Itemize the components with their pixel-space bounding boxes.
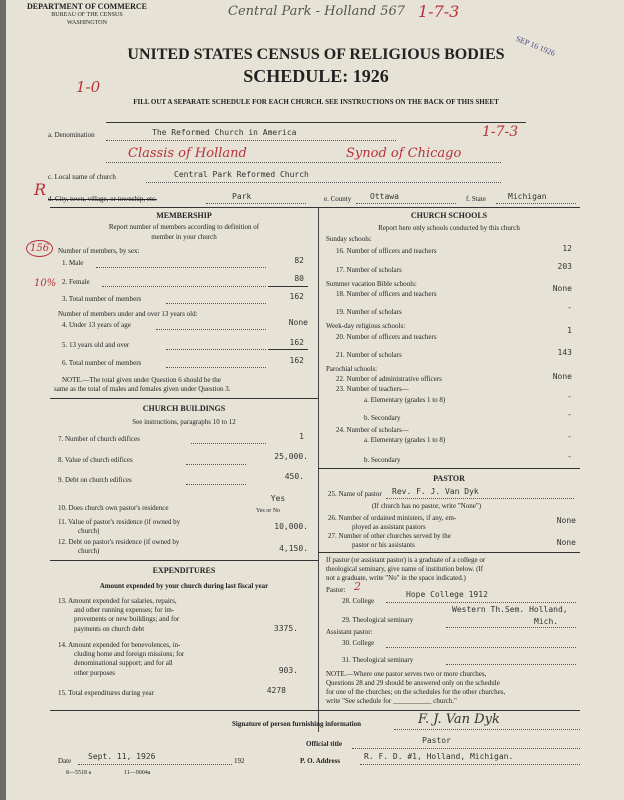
q29-label: 29. Theological seminary xyxy=(342,616,414,624)
q14-label-4: other purposes xyxy=(74,669,116,677)
grad-text-3: not a graduate, write "No" in the space indicated.) xyxy=(326,574,466,582)
q20-label: 20. Number of officers and teachers xyxy=(336,333,437,341)
place-line xyxy=(206,203,306,204)
q23b-label: b. Secondary xyxy=(364,414,401,422)
q26-label-2: ployed as assistant pastors xyxy=(352,523,426,531)
schools-bottom-rule xyxy=(318,468,580,469)
q17-label: 17. Number of scholars xyxy=(336,266,402,274)
pastor-note-1: NOTE.—Where one pastor serves two or more churches, xyxy=(326,670,487,678)
address-line xyxy=(360,764,580,765)
q23a-value: - xyxy=(567,392,572,401)
q6-label: 6. Total number of members xyxy=(62,359,142,367)
q27-value: None xyxy=(556,538,576,547)
q8-label: 8. Value of church edifices xyxy=(58,456,133,464)
q8-value: 25,000. xyxy=(274,452,308,461)
membership-heading: MEMBERSHIP xyxy=(156,211,212,220)
church-value: Central Park Reformed Church xyxy=(174,170,309,179)
pastor-label: Pastor: xyxy=(326,586,346,594)
q2-value: 80 xyxy=(294,274,304,283)
q25-value: Rev. F. J. Van Dyk xyxy=(392,487,479,496)
q1-label: 1. Male xyxy=(62,259,84,267)
q9-label: 9. Debt on church edifices xyxy=(58,476,132,484)
q31-label: 31. Theological seminary xyxy=(342,656,414,664)
q19-label: 19. Number of scholars xyxy=(336,308,402,316)
grad-top-rule xyxy=(318,552,580,553)
pastor-mark: 2 xyxy=(354,580,361,593)
title-label: Official title xyxy=(306,740,342,748)
q18-label: 18. Number of officers and teachers xyxy=(336,290,437,298)
q4-value: None xyxy=(288,318,308,327)
q10-value: Yes xyxy=(270,494,286,503)
form-code-1: 8—5518 a xyxy=(66,770,92,776)
q7-value: 1 xyxy=(299,432,304,441)
q4-label: 4. Under 13 years of age xyxy=(62,321,131,329)
schedule-title: SCHEDULE: 1926 xyxy=(243,66,389,86)
age-heading: Number of members under and over 13 years old: xyxy=(58,310,198,318)
q24b-label: b. Secondary xyxy=(364,456,401,464)
membership-intro-2: member in your church xyxy=(151,233,217,241)
q5-label: 5. 13 years old and over xyxy=(62,341,130,349)
address-label: P. O. Address xyxy=(300,757,341,765)
q6-value: 162 xyxy=(289,356,304,365)
q25-line xyxy=(386,498,574,499)
q14-value: 903. xyxy=(278,666,298,675)
pastor-heading: PASTOR xyxy=(433,474,465,483)
form-title: UNITED STATES CENSUS OF RELIGIOUS BODIES xyxy=(127,46,505,63)
denomination-line xyxy=(106,140,396,141)
by-sex-label: Number of members, by sex: xyxy=(58,247,140,255)
q21-value: 143 xyxy=(557,348,572,357)
q23b-value: - xyxy=(567,410,572,419)
q3-line xyxy=(166,303,266,304)
instruction-line: FILL OUT A SEPARATE SCHEDULE FOR EACH CHURCH. SEE INSTRUCTIONS ON THE BACK OF THIS SHEET xyxy=(133,98,499,106)
q12-label-1: 12. Debt on pastor's residence (if owned by xyxy=(58,538,180,546)
q27-label-1: 27. Number of other churches served by the xyxy=(328,532,451,540)
q8-line xyxy=(186,464,246,465)
signature-label: Signature of person furnishing information xyxy=(232,720,361,728)
q16-label: 16. Number of officers and teachers xyxy=(336,247,437,255)
census-schedule-sheet xyxy=(6,0,624,800)
received-stamp: SEP 16 1926 xyxy=(514,34,557,58)
county-line xyxy=(356,203,456,204)
column-divider xyxy=(318,207,319,732)
r-mark: R xyxy=(34,180,47,199)
q3-label: 3. Total number of members xyxy=(62,295,142,303)
q15-value: 4278 xyxy=(266,686,286,695)
columns-top-rule xyxy=(50,207,580,208)
q7-label: 7. Number of church edifices xyxy=(58,435,140,443)
schools-sub: Report here only schools conducted by this church xyxy=(378,224,520,232)
q21-label: 21. Number of scholars xyxy=(336,351,402,359)
grad-text-2: theological seminary, give name of institution below. (If xyxy=(326,565,484,573)
b-line xyxy=(106,162,501,163)
form-code-2: 11—9004a xyxy=(124,770,151,776)
q31-line xyxy=(446,664,576,665)
pastor-note-2: Questions 28 and 29 should be answered only on the schedule xyxy=(326,679,500,687)
q15-label: 15. Total expenditures during year xyxy=(58,689,154,697)
parochial-label: Parochial schools: xyxy=(326,365,378,373)
membership-bottom-rule xyxy=(50,398,318,399)
pastor-note-3: for one of the churches; on the schedules for the other churches, xyxy=(326,688,506,696)
title-value: Pastor xyxy=(422,736,451,745)
q29-line xyxy=(446,627,576,628)
q30-label: 30. College xyxy=(342,639,375,647)
synod-handwriting: Synod of Chicago xyxy=(346,146,462,161)
q12-value: 4,150. xyxy=(279,544,308,553)
q22-value: None xyxy=(552,372,572,381)
q3-value: 162 xyxy=(289,292,304,301)
schools-heading: CHURCH SCHOOLS xyxy=(410,211,488,220)
q28-value: Hope College 1912 xyxy=(406,590,488,599)
state-line xyxy=(496,203,576,204)
expenditures-sub: Amount expended by your church during last fiscal year xyxy=(99,582,269,590)
denomination-value: The Reformed Church in America xyxy=(152,128,297,137)
bureau-label: BUREAU OF THE CENSUS xyxy=(51,12,123,18)
summer-label: Summer vacation Bible schools: xyxy=(326,280,417,288)
denomination-code: 1-7-3 xyxy=(482,124,519,140)
q20-value: 1 xyxy=(567,326,572,335)
weekday-label: Week-day religious schools: xyxy=(326,322,406,330)
q5-line xyxy=(166,349,266,350)
q4-line xyxy=(156,329,266,330)
q25-note: (If church has no pastor, write "None") xyxy=(372,502,482,510)
yes-no-label: Yes or No xyxy=(256,508,281,514)
header-rule xyxy=(106,122,526,123)
sunday-label: Sunday schools: xyxy=(326,235,372,243)
date-line xyxy=(78,764,232,765)
q29-value-1: Western Th.Sem. Holland, xyxy=(452,605,568,614)
place-label: d. City, town, village, or township, etc. xyxy=(48,195,157,203)
q11-label-1: 11. Value of pastor's residence (if owned by xyxy=(58,518,181,526)
denomination-label: a. Denomination xyxy=(48,131,95,139)
buildings-heading: CHURCH BUILDINGS xyxy=(142,404,226,413)
q27-label-2: pastor or his assistants xyxy=(352,541,415,549)
q28-label: 28. College xyxy=(342,597,375,605)
q18-value: None xyxy=(552,284,572,293)
q5-sum-rule xyxy=(268,349,308,350)
q30-line xyxy=(386,647,576,648)
q28-line xyxy=(386,602,576,603)
q13-label-4: payments on church debt xyxy=(74,625,145,633)
state-label: f. State xyxy=(466,195,486,203)
buildings-sub: See instructions, paragraphs 10 to 12 xyxy=(132,418,236,426)
county-label: e. County xyxy=(324,195,352,203)
q24a-label: a. Elementary (grades 1 to 8) xyxy=(364,436,446,444)
q9-line xyxy=(186,484,246,485)
city-label: WASHINGTON xyxy=(67,20,107,26)
q22-label: 22. Number of administrative officers xyxy=(336,375,442,383)
q13-label-1: 13. Amount expended for salaries, repairs, xyxy=(58,597,177,605)
margin-count-2: 10% xyxy=(34,278,57,289)
q11-value: 10,000. xyxy=(274,522,308,531)
membership-intro-1: Report number of members according to definition of xyxy=(108,223,260,231)
q16-value: 12 xyxy=(562,244,572,253)
signature-value: F. J. Van Dyk xyxy=(418,712,500,727)
q6-line xyxy=(166,367,266,368)
margin-count-1: 156 xyxy=(26,240,53,257)
q24b-value: - xyxy=(567,452,572,461)
q2-label: 2. Female xyxy=(62,278,90,286)
columns-bottom-rule xyxy=(50,710,580,711)
q26-value: None xyxy=(556,516,576,525)
department-label: DEPARTMENT OF COMMERCE xyxy=(26,2,147,11)
q23-label: 23. Number of teachers— xyxy=(336,385,409,393)
membership-note-1: NOTE.—The total given under Question 6 should be the xyxy=(62,376,221,384)
margin-code: 1-0 xyxy=(76,78,101,96)
signature-line xyxy=(394,729,580,730)
year-suffix: 192 xyxy=(234,757,245,765)
q1-value: 82 xyxy=(294,256,304,265)
top-handwriting: Central Park - Holland 567 xyxy=(228,4,406,19)
date-value: Sept. 11, 1926 xyxy=(88,752,156,761)
q26-label-1: 26. Number of ordained ministers, if any, em- xyxy=(328,514,457,522)
q24a-value: - xyxy=(567,432,572,441)
asst-label: Assistant pastor: xyxy=(326,628,373,636)
q14-label-2: cluding home and foreign missions; for xyxy=(74,650,185,658)
q9-value: 450. xyxy=(284,472,304,481)
q2-sum-rule xyxy=(268,286,308,287)
q12-label-2: church) xyxy=(78,547,100,555)
grad-text-1: If pastor (or assistant pastor) is a graduate of a college or xyxy=(326,556,486,564)
date-label: Date xyxy=(58,757,72,765)
q7-line xyxy=(191,443,266,444)
expenditures-heading: EXPENDITURES xyxy=(152,566,216,575)
address-value: R. F. D. #1, Holland, Michigan. xyxy=(364,752,514,761)
q17-value: 203 xyxy=(557,262,572,271)
county-value: Ottawa xyxy=(370,192,399,201)
q13-label-2: and other running expenses; for im- xyxy=(74,606,175,614)
place-value: Park xyxy=(232,192,252,201)
q24-label: 24. Number of scholars— xyxy=(336,426,409,434)
q19-value: - xyxy=(567,303,572,312)
church-line xyxy=(146,182,501,183)
q11-label-2: church) xyxy=(78,527,100,535)
q10-label: 10. Does church own pastor's residence xyxy=(58,504,169,512)
pastor-note-4: write "See schedule for ___________ church." xyxy=(326,697,457,705)
q1-line xyxy=(96,267,266,268)
title-line xyxy=(352,748,580,749)
buildings-bottom-rule xyxy=(50,560,318,561)
top-code: 1-7-3 xyxy=(418,2,460,21)
q23a-label: a. Elementary (grades 1 to 8) xyxy=(364,396,446,404)
q2-line xyxy=(102,286,266,287)
membership-note-2: same as the total of males and females given under Question 3. xyxy=(54,385,231,393)
church-label: c. Local name of church xyxy=(48,173,116,181)
q29-value-2: Mich. xyxy=(534,617,559,626)
q5-value: 162 xyxy=(289,338,304,347)
state-value: Michigan xyxy=(508,192,547,201)
classis-handwriting: Classis of Holland xyxy=(128,146,247,161)
q13-label-3: provements or new buildings; and for xyxy=(74,615,180,623)
q14-label-3: denominational support; and for all xyxy=(74,659,173,667)
q13-value: 3375. xyxy=(273,624,298,633)
q25-label: 25. Name of pastor xyxy=(328,490,382,498)
q14-label-1: 14. Amount expended for benevolences, in- xyxy=(58,641,181,649)
